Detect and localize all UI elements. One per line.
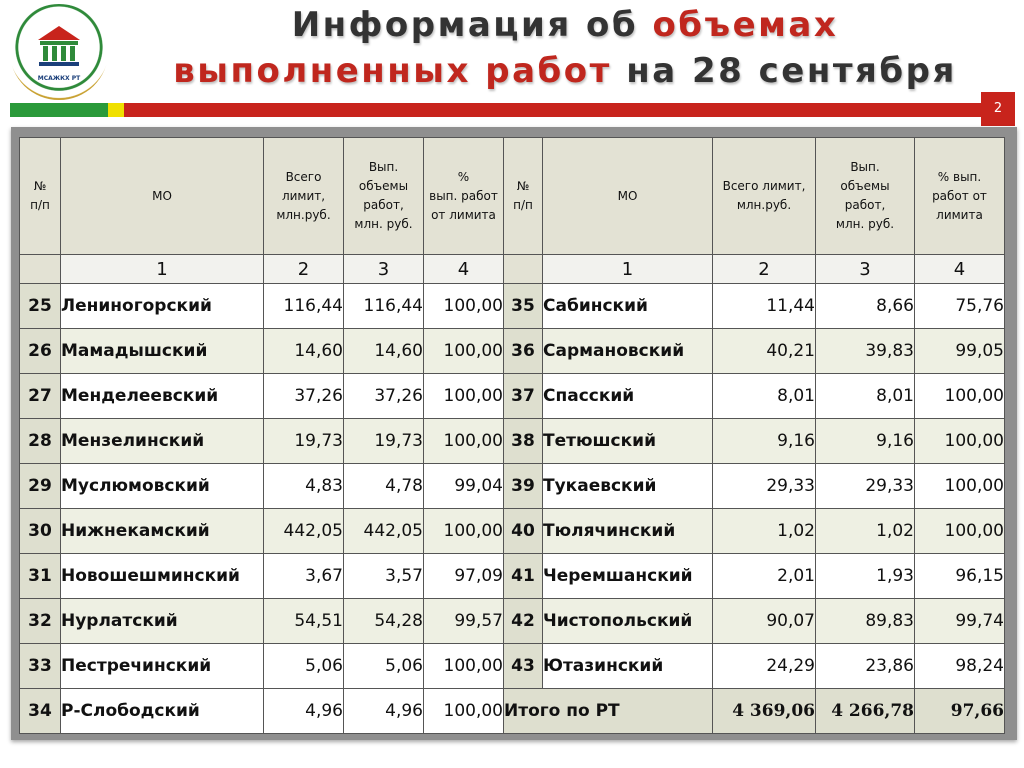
header-text: млн. руб. [835, 217, 895, 231]
row-number: 38 [504, 419, 543, 464]
row-number: 25 [20, 284, 61, 329]
done-value: 8,01 [816, 374, 915, 419]
limit-value: 9,16 [713, 419, 816, 464]
municipality-name: Спасский [543, 374, 713, 419]
row-number: 35 [504, 284, 543, 329]
column-number-blank [20, 255, 61, 284]
row-number: 39 [504, 464, 543, 509]
municipality-name: Мамадышский [61, 329, 264, 374]
municipality-name: Лениногорский [61, 284, 264, 329]
done-value: 37,26 [344, 374, 424, 419]
limit-value: 116,44 [264, 284, 344, 329]
title-line-2 [120, 48, 1010, 94]
limit-value: 54,51 [264, 599, 344, 644]
done-value: 9,16 [816, 419, 915, 464]
header-text: Всего [285, 169, 322, 184]
percent-value: 99,74 [915, 599, 1005, 644]
works-volume-table [19, 137, 1005, 734]
column-number: 1 [543, 255, 713, 284]
municipality-name: Нижнекамский [61, 509, 264, 554]
header-mo [61, 138, 264, 255]
done-value: 8,66 [816, 284, 915, 329]
done-value: 14,60 [344, 329, 424, 374]
limit-value: 11,44 [713, 284, 816, 329]
column-number: 3 [344, 255, 424, 284]
row-number: 29 [20, 464, 61, 509]
header-text: п/п [30, 198, 50, 212]
row-number: 27 [20, 374, 61, 419]
percent-value: 100,00 [424, 644, 504, 689]
municipality-name: Тукаевский [543, 464, 713, 509]
done-value: 4,96 [344, 689, 424, 734]
done-value: 4,78 [344, 464, 424, 509]
total-limit: 4 369,06 [713, 689, 816, 734]
header-row [20, 138, 1005, 255]
table-row [20, 554, 1005, 599]
limit-value: 40,21 [713, 329, 816, 374]
total-done: 4 266,78 [816, 689, 915, 734]
percent-value: 100,00 [915, 374, 1005, 419]
row-number: 43 [504, 644, 543, 689]
page-number: 2 [981, 92, 1015, 126]
header-text: Вып. [368, 160, 399, 174]
column-number: 1 [61, 255, 264, 284]
percent-value: 97,09 [424, 554, 504, 599]
header-text: от лимита [431, 207, 496, 222]
header-pct-2 [915, 138, 1005, 255]
header-text: млн.руб. [736, 198, 792, 212]
header-done [344, 138, 424, 255]
title-highlight: выполненных работ [173, 51, 612, 91]
header-stripe-red [124, 103, 986, 117]
municipality-name: Ютазинский [543, 644, 713, 689]
limit-value: 90,07 [713, 599, 816, 644]
table-row [20, 419, 1005, 464]
title-highlight: объемах [652, 5, 839, 45]
column-number-blank [504, 255, 543, 284]
table-row [20, 689, 1005, 734]
percent-value: 100,00 [915, 509, 1005, 554]
row-number: 33 [20, 644, 61, 689]
municipality-name: Новошешминский [61, 554, 264, 599]
logo-caption: МСАЖКХ РТ [37, 75, 81, 82]
header-text: № [516, 179, 530, 193]
building-emblem-icon [36, 24, 82, 68]
header-text: Всего лимит, [722, 179, 806, 193]
percent-value: 100,00 [424, 284, 504, 329]
table-row [20, 644, 1005, 689]
done-value: 5,06 [344, 644, 424, 689]
percent-value: 99,05 [915, 329, 1005, 374]
header-text: млн. руб. [354, 217, 413, 231]
percent-value: 98,24 [915, 644, 1005, 689]
row-number: 40 [504, 509, 543, 554]
done-value: 23,86 [816, 644, 915, 689]
row-number: 34 [20, 689, 61, 734]
done-value: 89,83 [816, 599, 915, 644]
header-done-2 [816, 138, 915, 255]
done-value: 442,05 [344, 509, 424, 554]
row-number: 41 [504, 554, 543, 599]
limit-value: 4,83 [264, 464, 344, 509]
limit-value: 5,06 [264, 644, 344, 689]
percent-value: 100,00 [915, 464, 1005, 509]
header-text: вып. работ [429, 188, 498, 203]
done-value: 1,02 [816, 509, 915, 554]
table-row [20, 374, 1005, 419]
table-body [20, 284, 1005, 734]
header-stripe-green [10, 103, 108, 117]
municipality-name: Тетюшский [543, 419, 713, 464]
municipality-name: Сабинский [543, 284, 713, 329]
row-number: 32 [20, 599, 61, 644]
done-value: 3,57 [344, 554, 424, 599]
municipality-name: Сармановский [543, 329, 713, 374]
table-row [20, 599, 1005, 644]
column-number-row [20, 255, 1005, 284]
municipality-name: Нурлатский [61, 599, 264, 644]
header-text: МО [152, 188, 172, 203]
municipality-name: Черемшанский [543, 554, 713, 599]
header-mo-2 [543, 138, 713, 255]
municipality-name: Чистопольский [543, 599, 713, 644]
header-text: работ от [932, 188, 987, 203]
row-number: 30 [20, 509, 61, 554]
percent-value: 96,15 [915, 554, 1005, 599]
row-number: 28 [20, 419, 61, 464]
percent-value: 100,00 [424, 374, 504, 419]
municipality-name: Тюлячинский [543, 509, 713, 554]
row-number: 37 [504, 374, 543, 419]
percent-value: 99,57 [424, 599, 504, 644]
header-text: лимита [936, 207, 983, 222]
title-part: на 28 сентября [611, 51, 957, 91]
header-text: Вып. [850, 160, 880, 174]
table-row [20, 284, 1005, 329]
header-text: № [33, 179, 47, 193]
limit-value: 1,02 [713, 509, 816, 554]
title-line-1 [120, 2, 1010, 48]
row-number: 31 [20, 554, 61, 599]
table-row [20, 464, 1005, 509]
done-value: 29,33 [816, 464, 915, 509]
limit-value: 442,05 [264, 509, 344, 554]
column-number: 4 [424, 255, 504, 284]
percent-value: 75,76 [915, 284, 1005, 329]
limit-value: 19,73 [264, 419, 344, 464]
header-text: МО [617, 188, 638, 203]
header-text: работ, [844, 198, 886, 212]
total-label: Итого по РТ [504, 689, 713, 734]
limit-value: 37,26 [264, 374, 344, 419]
header-pct [424, 138, 504, 255]
header-limit [264, 138, 344, 255]
header-limit-2 [713, 138, 816, 255]
header-text: % вып. [937, 169, 982, 184]
limit-value: 14,60 [264, 329, 344, 374]
done-value: 39,83 [816, 329, 915, 374]
limit-value: 4,96 [264, 689, 344, 734]
limit-value: 29,33 [713, 464, 816, 509]
percent-value: 100,00 [424, 689, 504, 734]
limit-value: 8,01 [713, 374, 816, 419]
row-number: 42 [504, 599, 543, 644]
municipality-name: Пестречинский [61, 644, 264, 689]
column-number: 2 [264, 255, 344, 284]
percent-value: 100,00 [424, 419, 504, 464]
column-number: 3 [816, 255, 915, 284]
ministry-logo [10, 4, 108, 100]
column-number: 4 [915, 255, 1005, 284]
done-value: 19,73 [344, 419, 424, 464]
percent-value: 99,04 [424, 464, 504, 509]
header-text: лимит, [281, 188, 326, 203]
total-percent: 97,66 [915, 689, 1005, 734]
slide-title [120, 2, 1010, 94]
row-number: 26 [20, 329, 61, 374]
percent-value: 100,00 [424, 509, 504, 554]
municipality-name: Менделеевский [61, 374, 264, 419]
percent-value: 100,00 [424, 329, 504, 374]
municipality-name: Мензелинский [61, 419, 264, 464]
header-text: % [457, 169, 470, 184]
header-text: млн.руб. [276, 207, 331, 222]
table-row [20, 509, 1005, 554]
percent-value: 100,00 [915, 419, 1005, 464]
title-part: Информация об [291, 5, 653, 45]
header-text: объемы [358, 179, 409, 193]
column-number: 2 [713, 255, 816, 284]
done-value: 116,44 [344, 284, 424, 329]
header-text: объемы [840, 179, 890, 193]
header-stripe-yellow [108, 103, 124, 117]
header-text: работ, [363, 198, 404, 212]
limit-value: 2,01 [713, 554, 816, 599]
limit-value: 24,29 [713, 644, 816, 689]
header-no [20, 138, 61, 255]
done-value: 1,93 [816, 554, 915, 599]
table-row [20, 329, 1005, 374]
done-value: 54,28 [344, 599, 424, 644]
limit-value: 3,67 [264, 554, 344, 599]
municipality-name: Муслюмовский [61, 464, 264, 509]
municipality-name: Р-Слободский [61, 689, 264, 734]
row-number: 36 [504, 329, 543, 374]
header-text: п/п [513, 198, 533, 212]
header-no-2 [504, 138, 543, 255]
